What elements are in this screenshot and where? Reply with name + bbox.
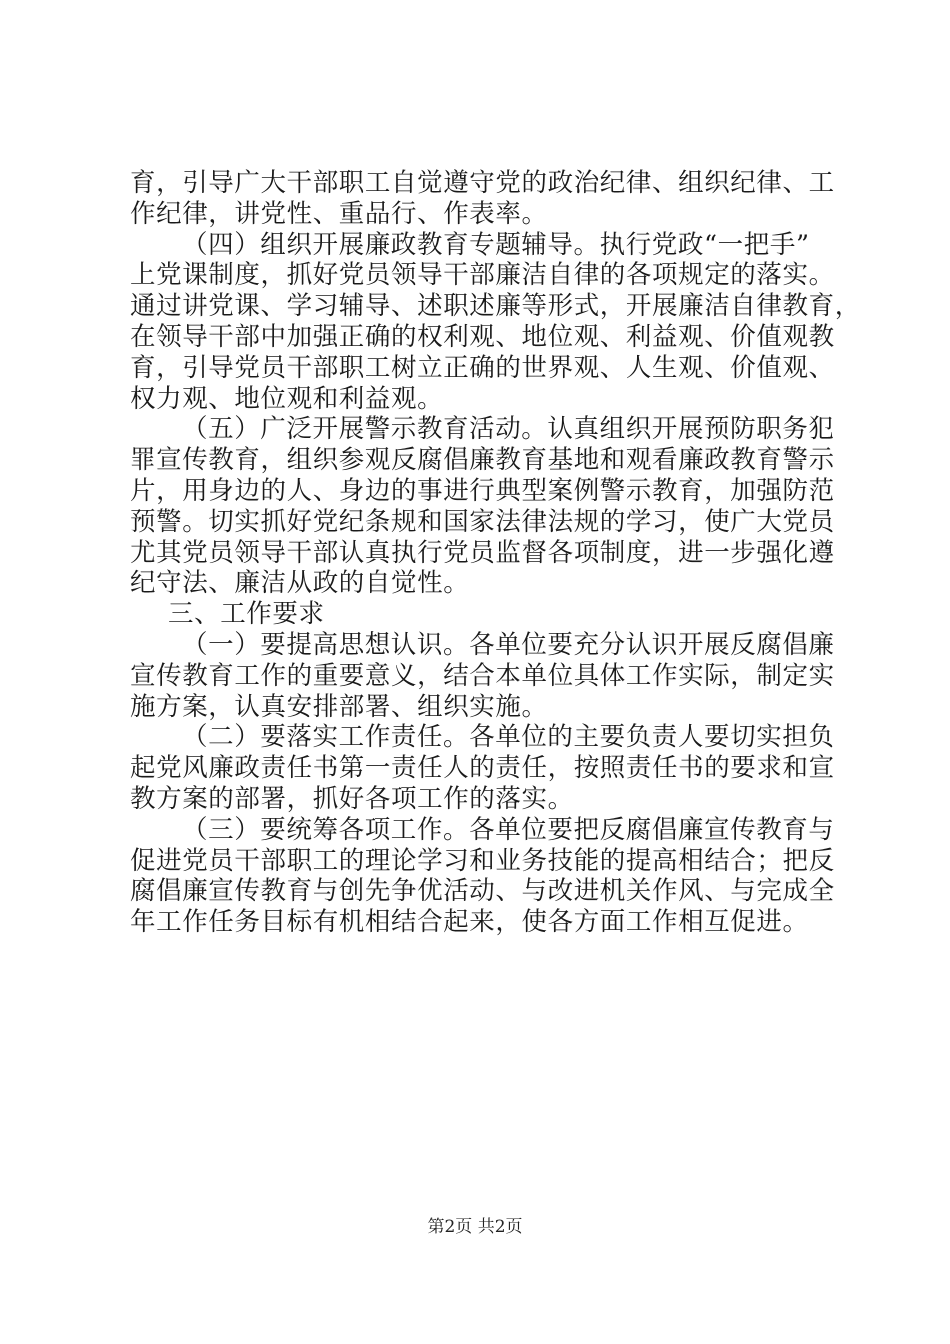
text-line: 起党风廉政责任书第一责任人的责任，按照责任书的要求和宣 — [130, 753, 835, 784]
page-number-footer: 第2页 共2页 — [427, 1217, 523, 1237]
text-line: 权力观、地位观和利益观。 — [130, 383, 444, 414]
text-line: 施方案，认真安排部署、组织实施。 — [130, 691, 548, 722]
paragraph-heading-line: （一）要提高思想认识。各单位要充分认识开展反腐倡廉 — [182, 629, 835, 660]
text-line: 上党课制度，抓好党员领导干部廉洁自律的各项规定的落实。 — [130, 260, 835, 291]
section-heading: 三、工作要求 — [168, 599, 325, 630]
text-line: 育，引导党员干部职工树立正确的世界观、人生观、价值观、 — [130, 352, 835, 383]
text-line: 作纪律，讲党性、重品行、作表率。 — [130, 198, 548, 229]
text-line: 在领导干部中加强正确的权利观、地位观、利益观、价值观教 — [130, 321, 835, 352]
text-line: 预警。切实抓好党纪条规和国家法律法规的学习，使广大党员 — [130, 506, 835, 537]
text-line: 宣传教育工作的重要意义，结合本单位具体工作实际，制定实 — [130, 660, 835, 691]
paragraph-heading-line: （二）要落实工作责任。各单位的主要负责人要切实担负 — [182, 722, 835, 753]
text-line: 促进党员干部职工的理论学习和业务技能的提高相结合；把反 — [130, 845, 835, 876]
paragraph-heading-line: （五）广泛开展警示教育活动。认真组织开展预防职务犯 — [182, 414, 835, 445]
text-line: 罪宣传教育，组织参观反腐倡廉教育基地和观看廉政教育警示 — [130, 445, 835, 476]
paragraph-heading-line: （四）组织开展廉政教育专题辅导。执行党政“一把手” — [182, 229, 810, 260]
paragraph-heading-line: （三）要统筹各项工作。各单位要把反腐倡廉宣传教育与 — [182, 814, 835, 845]
text-line: 年工作任务目标有机相结合起来，使各方面工作相互促进。 — [130, 907, 809, 938]
text-line: 片，用身边的人、身边的事进行典型案例警示教育，加强防范 — [130, 475, 835, 506]
text-line: 腐倡廉宣传教育与创先争优活动、与改进机关作风、与完成全 — [130, 876, 835, 907]
document-body — [130, 168, 861, 938]
text-line: 纪守法、廉洁从政的自觉性。 — [130, 568, 470, 599]
text-line: 通过讲党课、学习辅导、述职述廉等形式，开展廉洁自律教育， — [130, 291, 861, 322]
text-line: 教方案的部署，抓好各项工作的落实。 — [130, 783, 574, 814]
text-line: 育，引导广大干部职工自觉遵守党的政治纪律、组织纪律、工 — [130, 168, 835, 198]
text-line: 尤其党员领导干部认真执行党员监督各项制度，进一步强化遵 — [130, 537, 835, 568]
